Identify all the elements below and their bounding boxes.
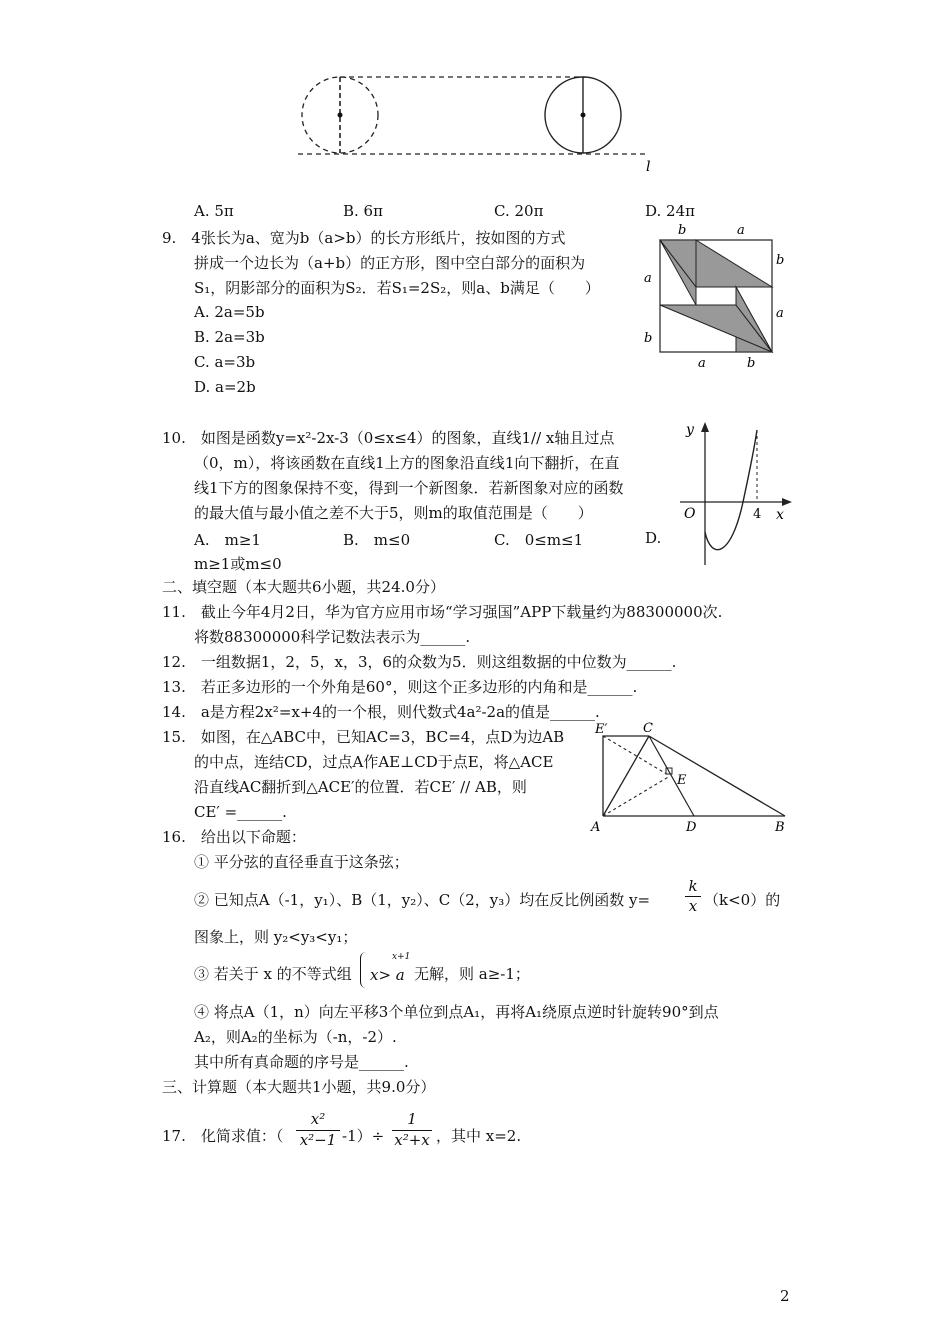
q10-option-d: D. xyxy=(645,529,662,547)
q16-proposition-1: ① 平分弦的直径垂直于这条弦； xyxy=(194,853,409,871)
q14: 14. a是方程2x²=x+4的一个根，则代数式4a²-2a的值是______. xyxy=(162,703,600,721)
page-number: 2 xyxy=(780,1287,790,1305)
q10-line-3: 线1下方的图象保持不变，得到一个新图象．若新图象对应的函数 xyxy=(194,479,624,497)
q16-heading: 16. 给出以下命题： xyxy=(162,828,306,846)
q16-inequality-bottom: x> a xyxy=(370,966,405,984)
q16-proposition-3b: 无解，则 a≥-1； xyxy=(414,965,530,983)
q8-option-a: A. 5π xyxy=(194,202,234,220)
q10-line-4: 的最大值与最小值之差不大于5，则m的取值范围是（ ） xyxy=(194,504,593,522)
svg-text:y: y xyxy=(686,422,694,438)
q15-line-1: 15. 如图，在△ABC中，已知AC=3，BC=4，点D为边AB xyxy=(162,728,565,746)
q9-option-d: D. a=2b xyxy=(194,378,256,396)
svg-text:E′: E′ xyxy=(595,722,608,737)
q16-proposition-4a: ④ 将点A（1，n）向左平移3个单位到点A₁，再将A₁绕原点逆时针旋转90°到点 xyxy=(194,1003,719,1021)
svg-text:4: 4 xyxy=(753,507,762,522)
svg-text:C: C xyxy=(643,721,653,736)
q16-inequality-brace xyxy=(360,952,369,988)
q16-proposition-2b: （k<0）的 xyxy=(704,891,781,909)
q10-line-1: 10. 如图是函数y=x²-2x-3（0≤x≤4）的图象，直线1// x轴且过点 xyxy=(162,429,615,447)
q16-proposition-4b: A₂，则A₂的坐标为（-n，-2）. xyxy=(194,1028,397,1046)
svg-text:O: O xyxy=(684,506,696,522)
svg-text:b: b xyxy=(747,356,756,371)
svg-text:x: x xyxy=(776,507,784,523)
svg-text:A: A xyxy=(591,820,601,835)
q10-option-c: C. 0≤m≤1 xyxy=(494,531,584,549)
q13: 13. 若正多边形的一个外角是60°，则这个正多边形的内角和是______. xyxy=(162,678,638,696)
svg-text:b: b xyxy=(644,331,653,346)
svg-text:D: D xyxy=(686,820,697,835)
q10-line-2: （0，m），将该函数在直线1上方的图象沿直线1向下翻折，在直 xyxy=(194,454,620,472)
svg-text:b: b xyxy=(776,253,785,268)
q17-suffix: ，其中 x=2. xyxy=(436,1127,522,1145)
q15-line-3: 沿直线AC翻折到△ACE′的位置．若CE′ // AB，则 xyxy=(194,778,527,796)
label-l: l xyxy=(646,159,651,175)
q10-option-d-cont: m≥1或m≤0 xyxy=(194,555,282,573)
figure-triangle xyxy=(585,718,795,836)
q17-prefix: 17. 化简求值：（ xyxy=(162,1127,284,1145)
q9-line-3: S₁，阴影部分的面积为S₂．若S₁=2S₂，则a、b满足（ ） xyxy=(194,279,600,297)
q11-line-2: 将数88300000科学记数法表示为______. xyxy=(194,628,471,646)
q9-line-2: 拼成一个边长为（a+b）的正方形，图中空白部分的面积为 xyxy=(194,254,586,272)
q16-proposition-3a: ③ 若关于 x 的不等式组 xyxy=(194,965,352,983)
svg-text:a: a xyxy=(737,223,745,238)
q16-tail: 其中所有真命题的序号是______. xyxy=(194,1053,409,1071)
q16-fraction-k-over-x: k x xyxy=(685,877,701,915)
figure-parabola xyxy=(675,420,795,570)
q16-proposition-2c: 图象上，则 y₂<y₃<y₁； xyxy=(194,928,358,946)
figure-circles xyxy=(290,70,670,180)
svg-text:E: E xyxy=(677,773,687,788)
q8-option-c: C. 20π xyxy=(494,202,544,220)
svg-text:a: a xyxy=(698,356,706,371)
q12: 12. 一组数据1，2，5，x，3，6的众数为5．则这组数据的中位数为______. xyxy=(162,653,677,671)
q9-option-a: A. 2a=5b xyxy=(194,303,265,321)
q16-inequality-top: x+1 xyxy=(392,952,411,962)
q11-line-1: 11. 截止今年4月2日，华为官方应用市场“学习强国”APP下载量约为88300000次. xyxy=(162,603,723,621)
q8-option-d: D. 24π xyxy=(645,202,695,220)
q10-option-b: B. m≤0 xyxy=(343,531,411,549)
svg-text:a: a xyxy=(776,306,784,321)
q9-option-c: C. a=3b xyxy=(194,353,256,371)
q10-option-a: A. m≥1 xyxy=(194,531,261,549)
q17-middle: -1）÷ xyxy=(342,1127,385,1145)
svg-text:b: b xyxy=(678,223,687,238)
section-3-heading: 三、计算题（本大题共1小题，共9.0分） xyxy=(162,1078,436,1096)
q9-line-1: 9. 4张长为a、宽为b（a>b）的长方形纸片，按如图的方式 xyxy=(162,229,566,247)
section-2-heading: 二、填空题（本大题共6小题，共24.0分） xyxy=(162,578,445,596)
svg-text:B: B xyxy=(775,820,785,835)
q16-proposition-2a: ② 已知点A（-1，y₁）、B（1，y₂）、C（2，y₃）均在反比例函数 y= xyxy=(194,891,651,909)
q17-fraction-1: x² x²−1 xyxy=(296,1110,340,1149)
q9-option-b: B. 2a=3b xyxy=(194,328,265,346)
q15-line-2: 的中点，连结CD，过点A作AE⊥CD于点E，将△ACE xyxy=(194,753,554,771)
figure-square-rectangles xyxy=(636,222,796,372)
q17-fraction-2: 1 x²+x xyxy=(392,1110,432,1149)
q8-option-b: B. 6π xyxy=(343,202,383,220)
svg-text:a: a xyxy=(644,271,652,286)
q15-line-4: CE′ =______. xyxy=(194,803,287,821)
